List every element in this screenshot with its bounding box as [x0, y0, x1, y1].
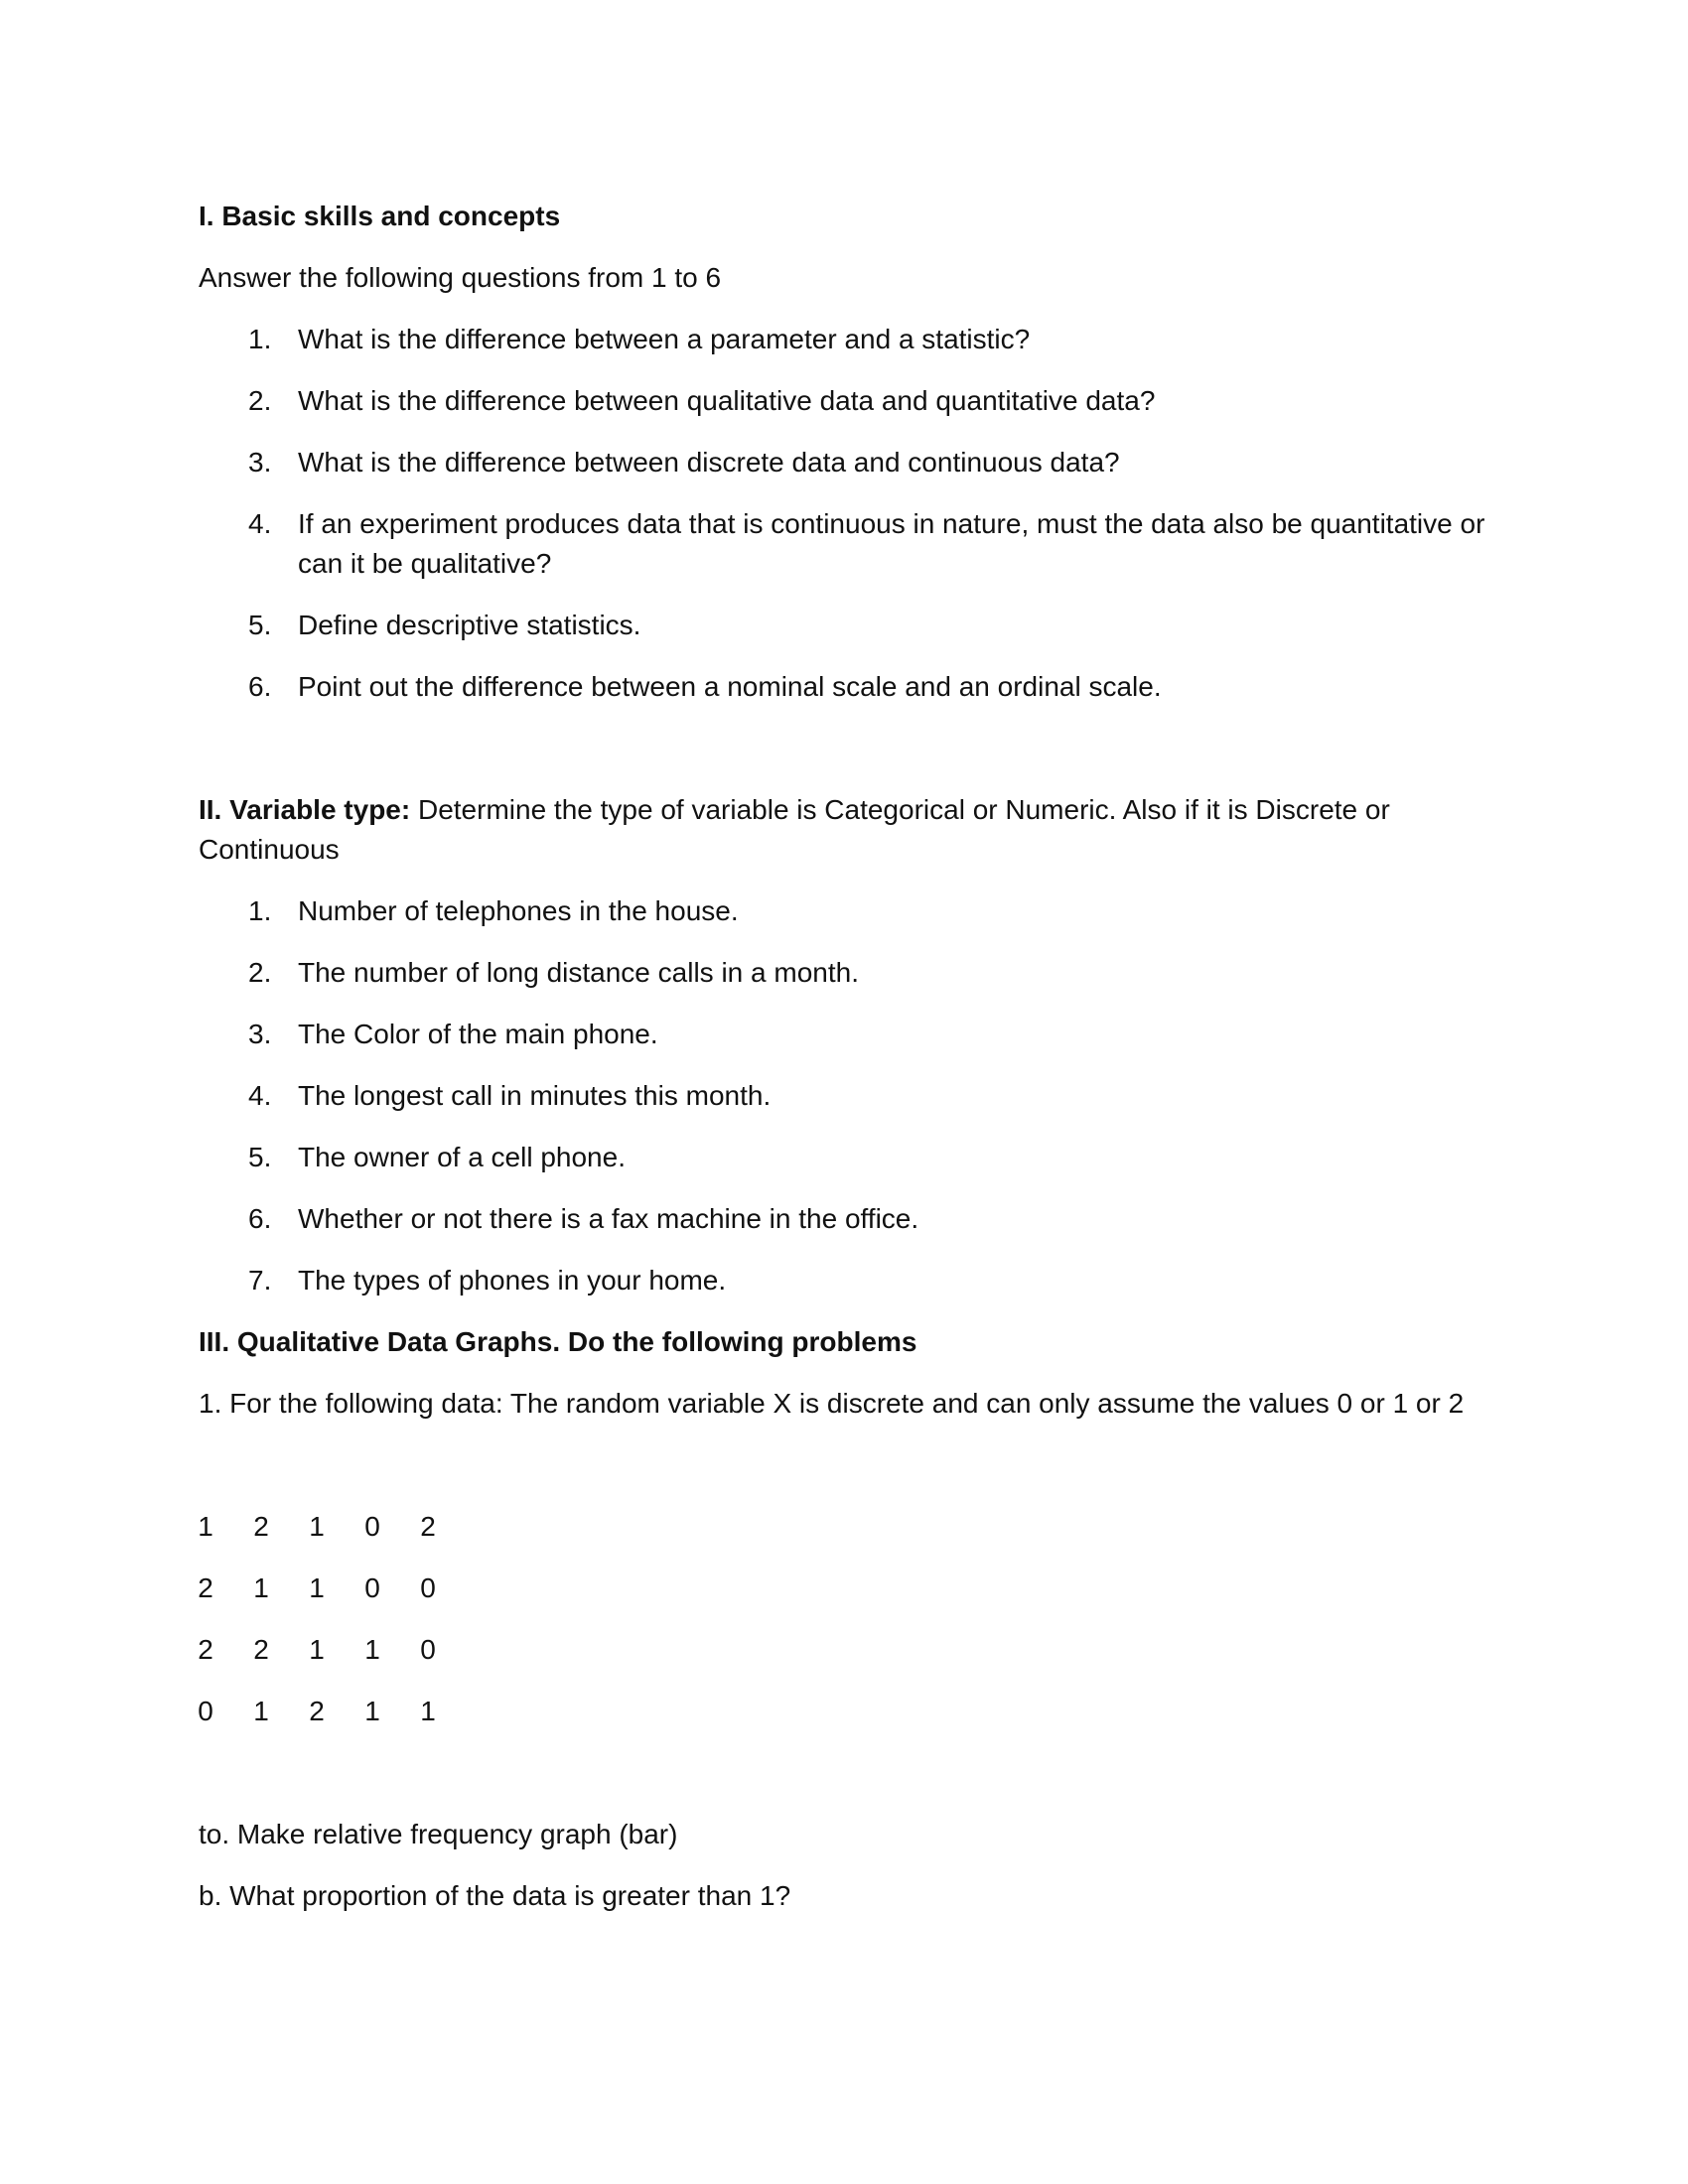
data-cell: 1 — [364, 1634, 380, 1665]
section-3-part-a: to. Make relative frequency graph (bar) — [199, 1819, 678, 1849]
list-item-number: 6. — [248, 671, 272, 702]
list-item-text: Define descriptive statistics. — [298, 610, 641, 640]
data-cell: 1 — [364, 1696, 380, 1726]
section-2-heading-label: II. Variable type: — [199, 794, 411, 825]
data-cell: 2 — [198, 1572, 213, 1603]
data-cell: 2 — [309, 1696, 325, 1726]
list-item-text: What is the difference between discrete data and continuous data? — [298, 447, 1120, 478]
list-item-number: 5. — [248, 1142, 272, 1172]
data-cell: 2 — [420, 1511, 436, 1542]
list-item-text: Number of telephones in the house. — [298, 895, 739, 926]
list-item-text: What is the difference between a parameter and a statistic? — [298, 324, 1031, 354]
data-cell: 0 — [364, 1572, 380, 1603]
data-cell: 0 — [198, 1696, 213, 1726]
list-item-number: 2. — [248, 957, 272, 988]
section-3-heading: III. Qualitative Data Graphs. Do the following problems — [199, 1326, 917, 1357]
data-cell: 0 — [420, 1634, 436, 1665]
section-3-part-b: b. What proportion of the data is greater than 1? — [199, 1880, 791, 1911]
data-cell: 2 — [253, 1511, 269, 1542]
list-item-text: What is the difference between qualitative data and quantitative data? — [298, 385, 1156, 416]
data-cell: 1 — [253, 1572, 269, 1603]
list-item-number: 4. — [248, 508, 272, 539]
list-item-text: The owner of a cell phone. — [298, 1142, 626, 1172]
data-cell: 1 — [420, 1696, 436, 1726]
data-cell: 2 — [253, 1634, 269, 1665]
list-item-text: The types of phones in your home. — [298, 1265, 727, 1296]
data-cell: 0 — [364, 1511, 380, 1542]
section-2-heading-text: Determine the type of variable is Categorical or Numeric. Also if it is Discrete or Continuous — [199, 794, 1390, 865]
section-2-heading — [199, 790, 1390, 870]
data-cell: 1 — [198, 1511, 213, 1542]
data-cell: 0 — [420, 1572, 436, 1603]
list-item-number: 2. — [248, 385, 272, 416]
list-item-text: The number of long distance calls in a month. — [298, 957, 859, 988]
list-item-number: 3. — [248, 447, 272, 478]
data-cell: 2 — [198, 1634, 213, 1665]
list-item-text: The longest call in minutes this month. — [298, 1080, 772, 1111]
data-cell: 1 — [309, 1634, 325, 1665]
list-item-number: 3. — [248, 1019, 272, 1049]
data-cell: 1 — [309, 1511, 325, 1542]
list-item-number: 1. — [248, 324, 272, 354]
list-item-text: Point out the difference between a nominal scale and an ordinal scale. — [298, 671, 1162, 702]
section-1-heading: I. Basic skills and concepts — [199, 201, 561, 231]
list-item-number: 5. — [248, 610, 272, 640]
section-3-problem-1: 1. For the following data: The random variable X is discrete and can only assume the values 0 or 1 or 2 — [199, 1388, 1465, 1419]
section-1-instruction: Answer the following questions from 1 to 6 — [199, 262, 722, 293]
list-item-number: 4. — [248, 1080, 272, 1111]
list-item-number: 1. — [248, 895, 272, 926]
list-item-text: Whether or not there is a fax machine in the office. — [298, 1203, 919, 1234]
data-cell: 1 — [253, 1696, 269, 1726]
document-page — [199, 0, 1489, 2184]
list-item-text: The Color of the main phone. — [298, 1019, 658, 1049]
data-cell: 1 — [309, 1572, 325, 1603]
list-item-text: If an experiment produces data that is continuous in nature, must the data also be quantitative or can it be qualitative? — [298, 508, 1485, 579]
list-item-number: 7. — [248, 1265, 272, 1296]
list-item-number: 6. — [248, 1203, 272, 1234]
